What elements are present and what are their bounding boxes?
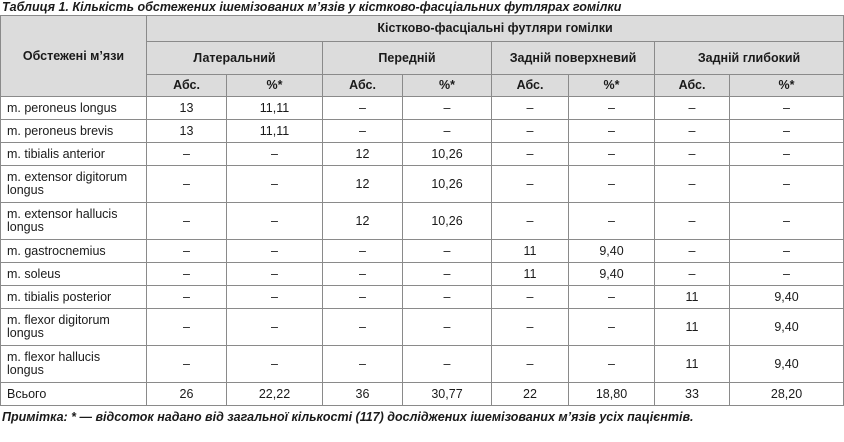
pct-value-cell: – bbox=[569, 120, 655, 143]
pct-value-cell: – bbox=[730, 240, 844, 263]
abs-value-cell: – bbox=[147, 166, 227, 203]
pct-value-cell: 9,40 bbox=[730, 286, 844, 309]
pct-value-cell: – bbox=[569, 166, 655, 203]
abs-value-cell: 12 bbox=[323, 143, 403, 166]
abs-value-cell: – bbox=[655, 97, 730, 120]
abs-value-cell: – bbox=[147, 240, 227, 263]
pct-value-cell: – bbox=[569, 309, 655, 346]
table-caption: Таблиця 1. Кількість обстежених ішемізованих м’язів у кістково-фасціальних футлярах гомілки bbox=[2, 0, 622, 14]
pct-value-cell: 30,77 bbox=[403, 383, 492, 406]
abs-value-cell: – bbox=[492, 309, 569, 346]
table-row bbox=[1, 286, 844, 309]
abs-value-cell: – bbox=[323, 120, 403, 143]
abs-value-cell: – bbox=[655, 143, 730, 166]
pct-value-cell: – bbox=[730, 263, 844, 286]
pct-value-cell: – bbox=[227, 240, 323, 263]
abs-value-cell: – bbox=[492, 143, 569, 166]
abs-value-cell: 11 bbox=[655, 286, 730, 309]
abs-value-cell: – bbox=[655, 166, 730, 203]
table-row bbox=[1, 143, 844, 166]
abs-value-cell: – bbox=[492, 346, 569, 383]
row-label-header: Обстежені м’язи bbox=[1, 16, 147, 97]
pct-value-cell: – bbox=[227, 286, 323, 309]
muscle-name-cell: m. peroneus longus bbox=[1, 97, 147, 120]
pct-value-cell: 22,22 bbox=[227, 383, 323, 406]
abs-header: Абс. bbox=[492, 75, 569, 97]
pct-value-cell: 28,20 bbox=[730, 383, 844, 406]
abs-value-cell: – bbox=[147, 309, 227, 346]
group-lateral-header: Латеральний bbox=[147, 42, 323, 75]
pct-value-cell: 9,40 bbox=[730, 346, 844, 383]
pct-value-cell: – bbox=[730, 166, 844, 203]
abs-header: Абс. bbox=[323, 75, 403, 97]
table-row bbox=[1, 120, 844, 143]
pct-value-cell: 10,26 bbox=[403, 143, 492, 166]
pct-value-cell: 9,40 bbox=[730, 309, 844, 346]
muscle-name-cell: m. extensor digitorum longus bbox=[1, 166, 147, 203]
pct-value-cell: 10,26 bbox=[403, 203, 492, 240]
table-row bbox=[1, 240, 844, 263]
group-posterior-superficial-header: Задній поверхневий bbox=[492, 42, 655, 75]
abs-value-cell: – bbox=[323, 240, 403, 263]
muscle-name-cell: m. flexor digitorum longus bbox=[1, 309, 147, 346]
pct-value-cell: 18,80 bbox=[569, 383, 655, 406]
abs-value-cell: 11 bbox=[492, 240, 569, 263]
group-anterior-header: Передній bbox=[323, 42, 492, 75]
abs-value-cell: – bbox=[147, 143, 227, 166]
abs-value-cell: – bbox=[323, 263, 403, 286]
table-row bbox=[1, 309, 844, 346]
pct-value-cell: – bbox=[730, 97, 844, 120]
table-row bbox=[1, 263, 844, 286]
pct-header: %* bbox=[730, 75, 844, 97]
muscles-table bbox=[0, 15, 844, 406]
pct-value-cell: – bbox=[227, 203, 323, 240]
abs-value-cell: – bbox=[655, 120, 730, 143]
muscle-name-cell: Всього bbox=[1, 383, 147, 406]
pct-value-cell: – bbox=[227, 143, 323, 166]
pct-value-cell: – bbox=[569, 143, 655, 166]
pct-value-cell: – bbox=[569, 97, 655, 120]
group-posterior-deep-header: Задній глибокий bbox=[655, 42, 844, 75]
pct-value-cell: 11,11 bbox=[227, 120, 323, 143]
abs-value-cell: – bbox=[655, 263, 730, 286]
pct-value-cell: – bbox=[730, 203, 844, 240]
pct-value-cell: – bbox=[227, 263, 323, 286]
abs-value-cell: 11 bbox=[655, 309, 730, 346]
abs-value-cell: – bbox=[492, 203, 569, 240]
table-row bbox=[1, 346, 844, 383]
pct-value-cell: – bbox=[227, 309, 323, 346]
table-row bbox=[1, 383, 844, 406]
pct-value-cell: 9,40 bbox=[569, 240, 655, 263]
pct-value-cell: 9,40 bbox=[569, 263, 655, 286]
abs-header: Абс. bbox=[147, 75, 227, 97]
pct-value-cell: – bbox=[569, 203, 655, 240]
abs-value-cell: – bbox=[323, 346, 403, 383]
pct-header: %* bbox=[569, 75, 655, 97]
abs-value-cell: 12 bbox=[323, 203, 403, 240]
pct-value-cell: – bbox=[403, 346, 492, 383]
pct-value-cell: – bbox=[569, 286, 655, 309]
muscle-name-cell: m. extensor hallucis longus bbox=[1, 203, 147, 240]
abs-value-cell: 11 bbox=[492, 263, 569, 286]
pct-value-cell: – bbox=[403, 240, 492, 263]
abs-value-cell: 26 bbox=[147, 383, 227, 406]
abs-value-cell: – bbox=[492, 286, 569, 309]
abs-value-cell: – bbox=[323, 286, 403, 309]
abs-value-cell: – bbox=[147, 346, 227, 383]
abs-value-cell: – bbox=[492, 166, 569, 203]
table-note: Примітка: * — відсоток надано від загальної кількості (117) досліджених ішемізованих м’язів усіх пацієнтів. bbox=[2, 410, 694, 424]
pct-value-cell: – bbox=[227, 166, 323, 203]
abs-value-cell: – bbox=[323, 97, 403, 120]
muscle-name-cell: m. tibialis anterior bbox=[1, 143, 147, 166]
abs-header: Абс. bbox=[655, 75, 730, 97]
abs-value-cell: 11 bbox=[655, 346, 730, 383]
pct-value-cell: – bbox=[403, 97, 492, 120]
pct-value-cell: – bbox=[403, 120, 492, 143]
muscle-name-cell: m. flexor hallucis longus bbox=[1, 346, 147, 383]
abs-value-cell: – bbox=[492, 120, 569, 143]
abs-value-cell: 12 bbox=[323, 166, 403, 203]
abs-value-cell: – bbox=[655, 240, 730, 263]
abs-value-cell: – bbox=[147, 203, 227, 240]
abs-value-cell: 33 bbox=[655, 383, 730, 406]
pct-value-cell: – bbox=[403, 309, 492, 346]
pct-value-cell: – bbox=[403, 263, 492, 286]
abs-value-cell: 13 bbox=[147, 97, 227, 120]
abs-value-cell: – bbox=[147, 286, 227, 309]
muscle-name-cell: m. peroneus brevis bbox=[1, 120, 147, 143]
pct-value-cell: 10,26 bbox=[403, 166, 492, 203]
abs-value-cell: 13 bbox=[147, 120, 227, 143]
abs-value-cell: – bbox=[655, 203, 730, 240]
pct-value-cell: – bbox=[730, 143, 844, 166]
pct-value-cell: – bbox=[730, 120, 844, 143]
pct-value-cell: – bbox=[227, 346, 323, 383]
pct-value-cell: – bbox=[403, 286, 492, 309]
muscle-name-cell: m. tibialis posterior bbox=[1, 286, 147, 309]
abs-value-cell: 22 bbox=[492, 383, 569, 406]
group-header: Кістково-фасціальні футляри гомілки bbox=[147, 16, 844, 42]
table-row bbox=[1, 203, 844, 240]
abs-value-cell: 36 bbox=[323, 383, 403, 406]
abs-value-cell: – bbox=[147, 263, 227, 286]
muscle-name-cell: m. gastrocnemius bbox=[1, 240, 147, 263]
pct-value-cell: – bbox=[569, 346, 655, 383]
pct-header: %* bbox=[403, 75, 492, 97]
muscle-name-cell: m. soleus bbox=[1, 263, 147, 286]
abs-value-cell: – bbox=[323, 309, 403, 346]
pct-header: %* bbox=[227, 75, 323, 97]
pct-value-cell: 11,11 bbox=[227, 97, 323, 120]
table-row bbox=[1, 166, 844, 203]
abs-value-cell: – bbox=[492, 97, 569, 120]
table-body bbox=[1, 97, 844, 406]
table-row bbox=[1, 97, 844, 120]
